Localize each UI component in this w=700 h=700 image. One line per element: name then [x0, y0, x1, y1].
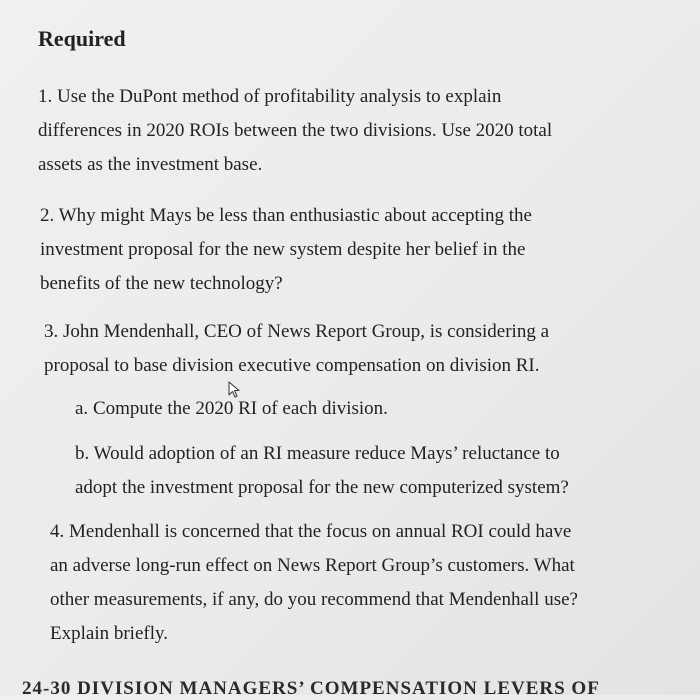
question-line: differences in 2020 ROIs between the two divisions. Use 2020 total — [38, 120, 553, 141]
question-3 — [44, 315, 549, 383]
question-line: benefits of the new technology? — [40, 273, 283, 294]
next-section-heading: 24-30 DIVISION MANAGERS’ COMPENSATION LEVERS OF — [22, 678, 600, 699]
question-line: proposal to base division executive compensation on division RI. — [44, 355, 540, 376]
question-line: John Mendenhall, CEO of News Report Group, is considering a — [63, 321, 550, 342]
question-number: 2. — [40, 205, 55, 226]
question-line: assets as the investment base. — [38, 154, 263, 175]
question-line: an adverse long-run effect on News Report Group’s customers. What — [50, 555, 575, 576]
question-line: Explain briefly. — [50, 623, 169, 644]
question-line: Why might Mays be less than enthusiastic about accepting the — [58, 205, 532, 226]
question-3b — [75, 437, 569, 505]
question-line: Compute the 2020 RI of each division. — [92, 398, 388, 419]
question-number: b. — [75, 443, 90, 464]
question-2 — [40, 199, 532, 301]
question-number: 1. — [38, 86, 53, 107]
question-line: adopt the investment proposal for the new computerized system? — [75, 477, 569, 498]
question-4 — [50, 515, 578, 651]
question-line: Would adoption of an RI measure reduce Mays’ reluctance to — [93, 443, 560, 464]
question-number: 4. — [50, 521, 65, 542]
question-number: a. — [75, 398, 89, 419]
section-heading: Required — [38, 26, 126, 51]
question-line: Mendenhall is concerned that the focus on annual ROI could have — [69, 521, 572, 542]
question-number: 3. — [44, 321, 59, 342]
mouse-pointer-icon — [228, 381, 242, 399]
question-line: Use the DuPont method of profitability analysis to explain — [57, 86, 502, 107]
question-1 — [38, 80, 552, 182]
question-line: other measurements, if any, do you recommend that Mendenhall use? — [50, 589, 578, 610]
question-line: investment proposal for the new system despite her belief in the — [40, 239, 526, 260]
